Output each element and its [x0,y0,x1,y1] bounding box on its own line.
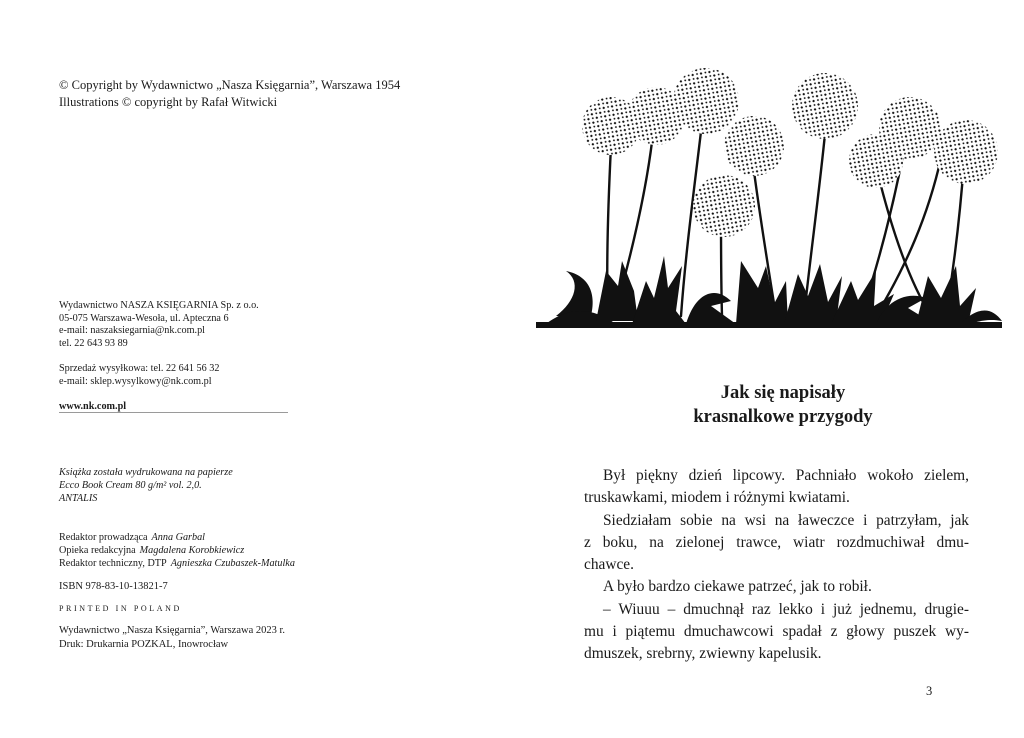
credit-name: Magdalena Korobkiewicz [139,545,245,556]
credit-role: Opieka redakcyjna [59,545,136,556]
publisher-block [59,300,259,413]
chapter-title [573,381,993,429]
paper-note-line: Książka została wydrukowana na papierze [59,467,233,478]
body-line: chawce. [584,556,634,574]
body-line: Siedziałam sobie na wsi na ławeczce i patrzyłam, jak [603,511,969,529]
copyright-line: © Copyright by Wydawnictwo „Nasza Księgarnia”, Warszawa 1954 [59,78,401,92]
publisher-name: Wydawnictwo NASZA KSIĘGARNIA Sp. z o.o. [59,300,259,311]
edition-line: Wydawnictwo „Nasza Księgarnia”, Warszawa 2023 r. [59,625,286,636]
body-line: dmuszek, srebrny, zwiewny kapelusik. [584,645,822,663]
chapter-title-line: Jak się napisały [720,383,846,403]
body-line: mu i piątemu dmuchawcowi spadał z głowy puszek wy- [584,623,969,641]
body-line: truskawkami, miodem i różnymi kwiatami. [584,489,850,507]
publisher-website: www.nk.com.pl [59,400,127,412]
chapter-title-line: krasnalkowe przygody [693,407,873,427]
page-number: 3 [926,684,933,698]
credit-role: Redaktor prowadząca [59,532,148,543]
paper-note [59,466,233,505]
credit-line [59,531,295,544]
credit-role: Redaktor techniczny, DTP [59,558,167,569]
sales-phone: Sprzedaż wysyłkowa: tel. 22 641 56 32 [59,363,220,375]
isbn: ISBN 978-83-10-13821-7 [59,581,168,592]
credit-line [59,557,295,570]
editorial-credits [59,531,295,570]
chapter-body-text [584,465,969,666]
body-line: z boku, na zielonej trawce, wiatr rozdmuchiwał dmu- [584,533,969,551]
body-line: A było bardzo ciekawe patrzeć, jak to robił. [603,578,872,596]
publisher-phone: tel. 22 643 93 89 [59,337,128,349]
publisher-address: 05-075 Warszawa-Wesoła, ul. Apteczna 6 [59,312,229,324]
illustrations-copyright-line: Illustrations © copyright by Rafał Witwicki [59,95,278,109]
copyright-block [59,77,400,111]
paper-note-line: ANTALIS [59,493,98,504]
sales-email: e-mail: sklep.wysylkowy@nk.com.pl [59,375,212,387]
divider-rule [59,412,288,413]
edition-info [59,624,285,652]
publisher-email: e-mail: naszaksiegarnia@nk.com.pl [59,325,206,337]
printed-in: PRINTED IN POLAND [59,604,182,613]
credit-line [59,544,295,557]
printer-line: Druk: Drukarnia POZKAL, Inowrocław [59,639,229,650]
credit-name: Anna Garbal [151,532,206,543]
paper-note-line: Ecco Book Cream 80 g/m² vol. 2,0. [59,480,202,491]
body-line: Był piękny dzień lipcowy. Pachniało wokoło zielem, [603,467,969,484]
body-line: – Wiuuu – dmuchnął raz lekko i już jednemu, drugie- [603,600,969,618]
credit-name: Agnieszka Czubaszek-Matulka [170,558,295,569]
